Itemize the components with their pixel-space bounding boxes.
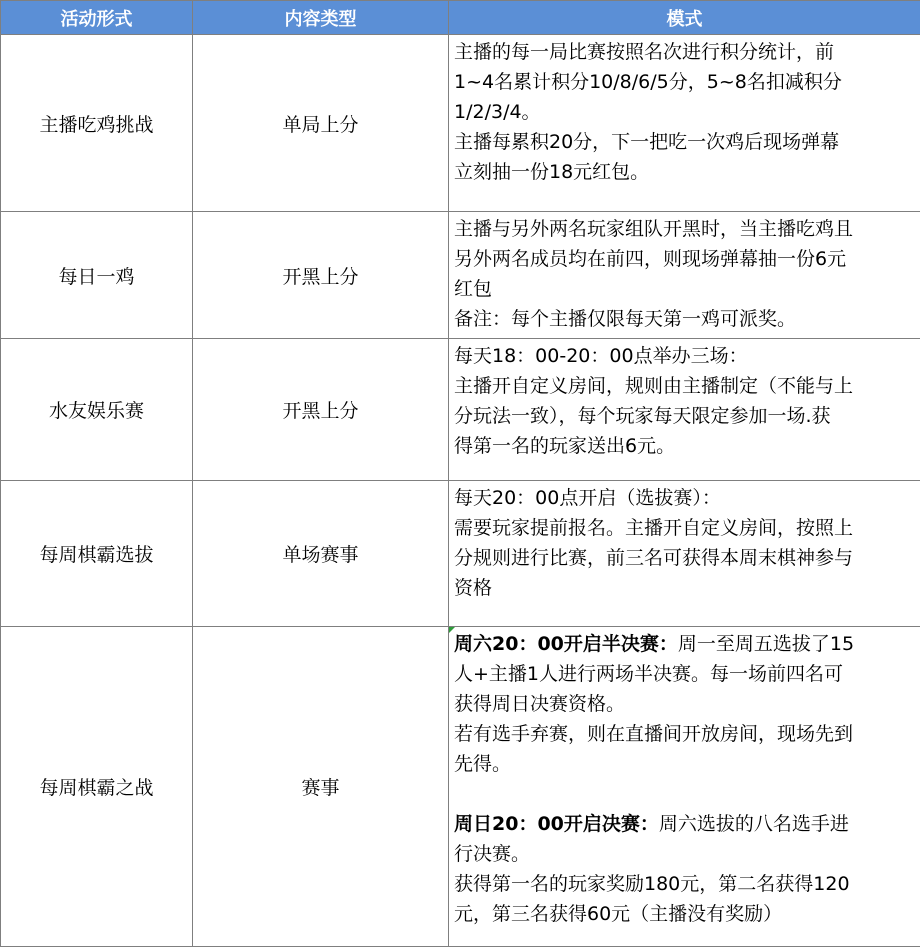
mode-line: 需要玩家提前报名。主播开自定义房间，按照上 <box>454 513 916 543</box>
header-activity-form: 活动形式 <box>1 1 193 35</box>
mode-line: 获得第一名的玩家奖励180元，第二名获得120 <box>454 869 916 899</box>
activity-cell: 水友娱乐赛 <box>1 339 193 481</box>
mode-line: 每天18：00-20：00点举办三场： <box>454 341 916 371</box>
mode-line: 若有选手弃赛，则在直播间开放房间，现场先到 <box>454 719 916 749</box>
header-mode: 模式 <box>449 1 920 35</box>
activity-cell: 主播吃鸡挑战 <box>1 35 193 212</box>
content-type-cell: 单局上分 <box>193 35 449 212</box>
mode-line: 主播的每一局比赛按照名次进行积分统计，前 <box>454 37 916 67</box>
mode-cell <box>449 481 920 627</box>
mode-line: 备注：每个主播仅限每天第一鸡可派奖。 <box>454 304 916 334</box>
table-row <box>1 627 920 947</box>
activity-cell: 每周棋霸选拔 <box>1 481 193 627</box>
cell-comment-marker <box>449 627 455 633</box>
table-row <box>1 35 920 212</box>
blank-line <box>454 779 916 809</box>
table-row <box>1 481 920 627</box>
mode-line: 主播与另外两名玩家组队开黑时，当主播吃鸡且 <box>454 214 916 244</box>
mode-line: 每天20：00点开启（选拔赛）： <box>454 483 916 513</box>
content-type-cell: 单场赛事 <box>193 481 449 627</box>
table-row <box>1 212 920 339</box>
mode-line: 获得周日决赛资格。 <box>454 689 916 719</box>
mode-cell <box>449 339 920 481</box>
table-row <box>1 339 920 481</box>
mode-line: 主播开自定义房间，规则由主播制定（不能与上 <box>454 371 916 401</box>
content-type-cell: 赛事 <box>193 627 449 947</box>
mode-line: 资格 <box>454 573 916 603</box>
mode-line: 得第一名的玩家送出6元。 <box>454 431 916 461</box>
semifinal-intro: 周一至周五选拔了15 <box>678 633 854 655</box>
mode-line: 1~4名累计积分10/8/6/5分，5~8名扣减积分 <box>454 67 916 97</box>
content-type-cell: 开黑上分 <box>193 339 449 481</box>
header-content-type: 内容类型 <box>193 1 449 35</box>
semifinal-heading: 周六20：00开启半决赛： <box>454 633 678 655</box>
activity-cell: 每周棋霸之战 <box>1 627 193 947</box>
table-header-row <box>1 1 920 35</box>
final-heading-line <box>454 809 916 839</box>
mode-line: 行决赛。 <box>454 839 916 869</box>
mode-line: 立刻抽一份18元红包。 <box>454 157 916 187</box>
activity-cell: 每日一鸡 <box>1 212 193 339</box>
mode-line: 元，第三名获得60元（主播没有奖励） <box>454 899 916 929</box>
semifinal-heading-line <box>454 629 916 659</box>
mode-cell <box>449 212 920 339</box>
mode-line: 分规则进行比赛，前三名可获得本周末棋神参与 <box>454 543 916 573</box>
final-intro: 周六选拔的八名选手进 <box>659 813 849 835</box>
mode-line: 主播每累积20分，下一把吃一次鸡后现场弹幕 <box>454 127 916 157</box>
mode-line: 另外两名成员均在前四，则现场弹幕抽一份6元 <box>454 244 916 274</box>
mode-line: 人+主播1人进行两场半决赛。每一场前四名可 <box>454 659 916 689</box>
mode-line: 分玩法一致），每个玩家每天限定参加一场.获 <box>454 401 916 431</box>
mode-line: 红包 <box>454 274 916 304</box>
mode-line: 先得。 <box>454 749 916 779</box>
mode-cell <box>449 627 920 947</box>
mode-line: 1/2/3/4。 <box>454 97 916 127</box>
content-type-cell: 开黑上分 <box>193 212 449 339</box>
final-heading: 周日20：00开启决赛： <box>454 813 659 835</box>
mode-cell <box>449 35 920 212</box>
